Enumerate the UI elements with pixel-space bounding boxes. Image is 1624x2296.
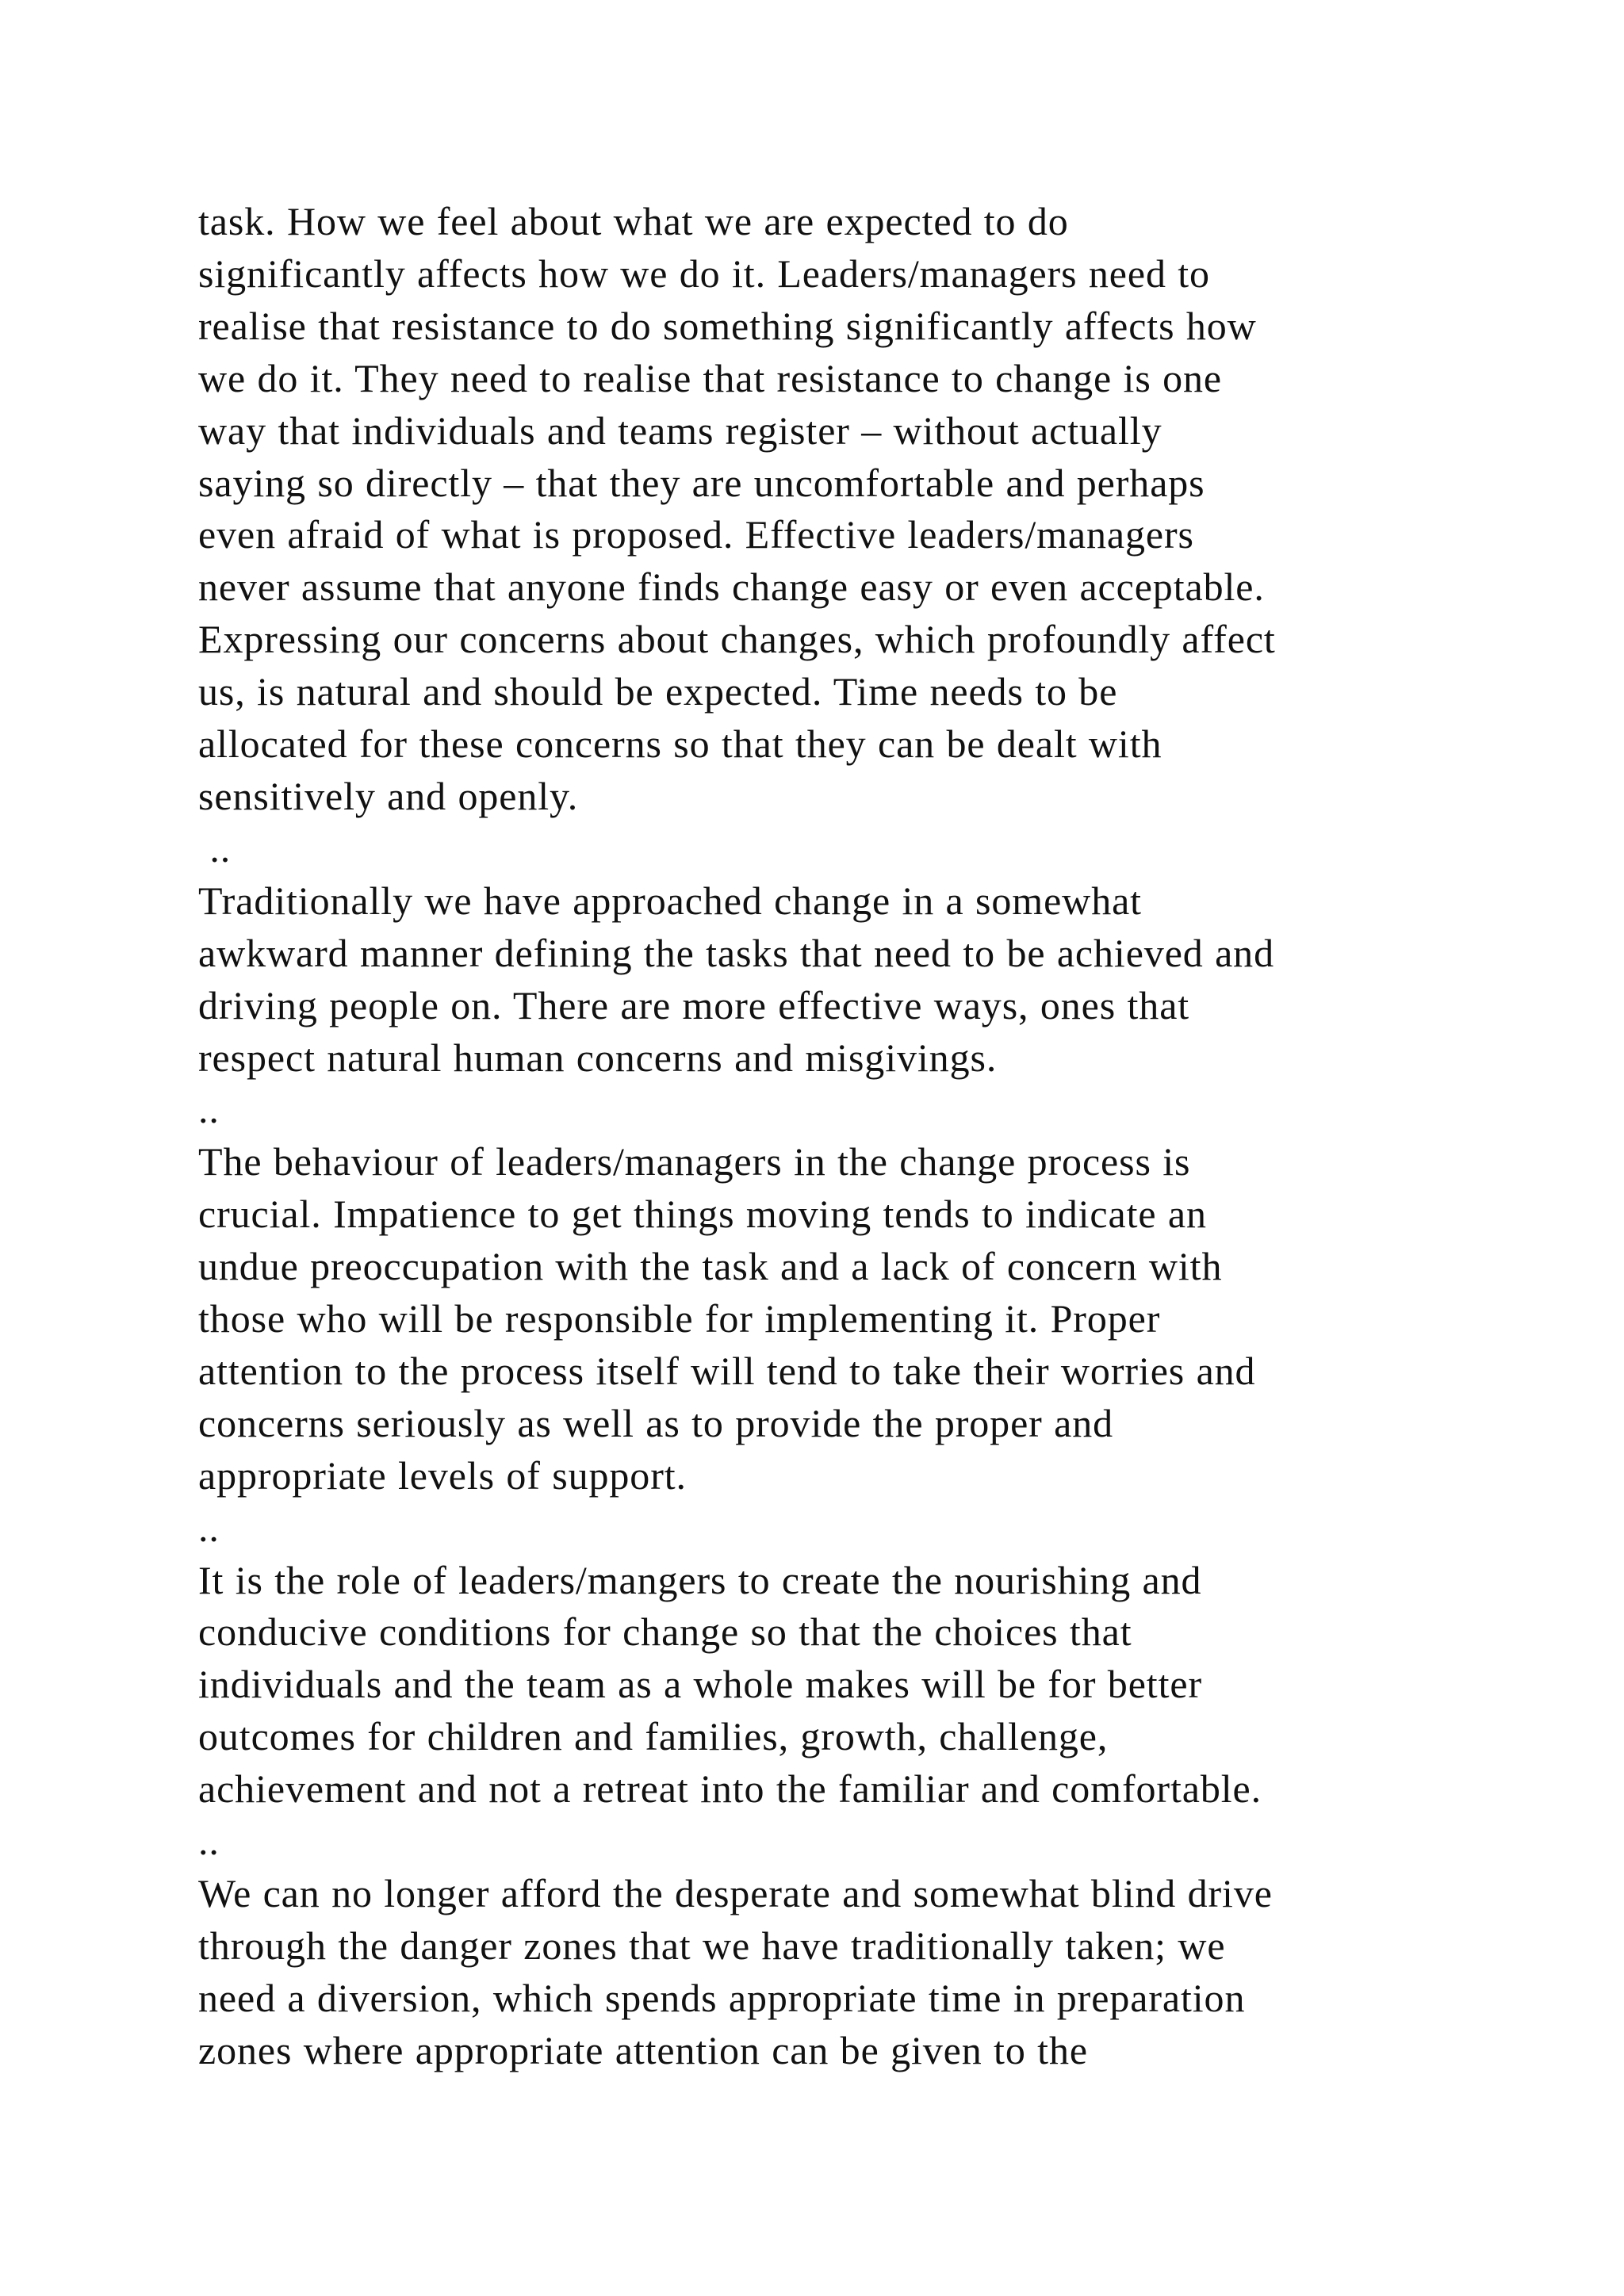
text-line: allocated for these concerns so that they can be dealt with (198, 721, 1162, 767)
text-line: zones where appropriate attention can be given to the (198, 2027, 1088, 2072)
text-line: we do it. They need to realise that resistance to change is one (198, 355, 1222, 400)
body-text (198, 196, 1610, 2077)
text-line: undue preoccupation with the task and a lack of concern with (198, 1244, 1223, 1289)
text-line: The behaviour of leaders/managers in the change process is (198, 1139, 1191, 1184)
text-line: task. How we feel about what we are expected to do (198, 199, 1069, 243)
text-line: awkward manner defining the tasks that need to be achieved and (198, 930, 1274, 975)
text-line: Traditionally we have approached change in a somewhat (198, 878, 1142, 923)
text-line: significantly affects how we do it. Leaders/managers need to (198, 251, 1210, 296)
text-line: individuals and the team as a whole makes will be for better (198, 1662, 1203, 1707)
text-line: driving people on. There are more effective ways, ones that (198, 982, 1190, 1027)
text-line: through the danger zones that we have traditionally taken; we (198, 1923, 1226, 1968)
text-line: It is the role of leaders/mangers to create the nourishing and (198, 1557, 1202, 1602)
text-line: crucial. Impatience to get things moving tends to indicate an (198, 1192, 1207, 1237)
text-line: outcomes for children and families, growth, challenge, (198, 1714, 1109, 1759)
text-line: saying so directly – that they are uncomfortable and perhaps (198, 460, 1205, 505)
text-line: achievement and not a retreat into the familiar and comfortable. (198, 1766, 1262, 1812)
text-line: attention to the process itself will tend to take their worries and (198, 1348, 1256, 1393)
text-line: We can no longer afford the desperate and somewhat blind drive (198, 1871, 1273, 1915)
text-line: even afraid of what is proposed. Effective leaders/managers (198, 512, 1194, 557)
separator-dots: .. (198, 825, 232, 871)
text-line: concerns seriously as well as to provide the proper and (198, 1400, 1114, 1445)
text-line: never assume that anyone finds change easy or even acceptable. (198, 564, 1265, 610)
separator-dots: .. (198, 1819, 220, 1864)
text-line: Expressing our concerns about changes, which profoundly affect (198, 617, 1276, 662)
text-line: conducive conditions for change so that the choices that (198, 1609, 1132, 1655)
separator-dots: .. (198, 1505, 220, 1550)
text-line: respect natural human concerns and misgivings. (198, 1035, 998, 1080)
text-line: appropriate levels of support. (198, 1452, 687, 1498)
text-line: realise that resistance to do something significantly affects how (198, 303, 1257, 348)
separator-dots: .. (198, 1087, 220, 1132)
text-line: need a diversion, which spends appropriate time in preparation (198, 1975, 1246, 2020)
text-line: those who will be responsible for implementing it. Proper (198, 1296, 1161, 1341)
text-line: way that individuals and teams register – without actually (198, 408, 1162, 453)
text-line: us, is natural and should be expected. Time needs to be (198, 669, 1118, 714)
text-line: sensitively and openly. (198, 773, 579, 818)
